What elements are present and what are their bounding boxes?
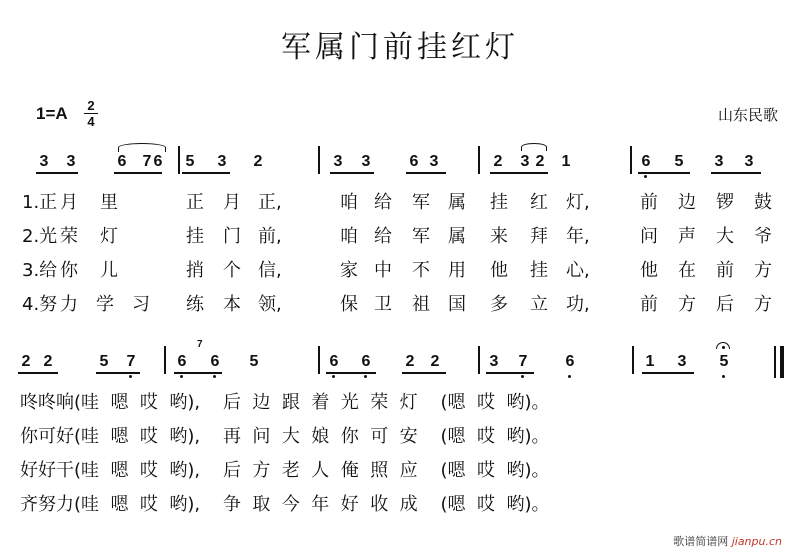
beam-10	[711, 172, 761, 174]
beam-3	[150, 172, 162, 174]
lyric-v2-16: 大	[716, 226, 734, 247]
lyric-v3-5: 个	[223, 260, 241, 281]
lyric-v3-13: 心,	[566, 260, 590, 281]
lyric-v1-3: 里	[100, 192, 118, 213]
lyric-v4-11: 国	[448, 294, 466, 315]
lyric-v1-15: 边	[678, 192, 696, 213]
note-4: 7	[142, 153, 152, 170]
lyric-v4-9: 卫	[374, 294, 392, 315]
note-s2-15: 1	[645, 353, 655, 370]
lyric-v1-10: 属	[448, 192, 466, 213]
beam-s2-4	[326, 372, 376, 374]
lyric-v4-18: 方	[754, 294, 772, 315]
fermata-dot	[722, 346, 725, 349]
lyric-v1-13: 灯,	[566, 192, 590, 213]
lyric-v1-16: 锣	[716, 192, 734, 213]
low-octave-dot-s2-2	[180, 375, 183, 378]
meter-bottom: 4	[87, 114, 95, 129]
note-13: 2	[493, 153, 503, 170]
meter-top: 2	[87, 98, 95, 113]
lyric-s2-v3: 好好干(哇 嗯 哎 哟), 后 方 老 人 俺 照 应 (嗯 哎 哟)。	[20, 460, 550, 481]
note-s2-16: 3	[677, 353, 687, 370]
note-19: 3	[714, 153, 724, 170]
lyric-v3-15: 在	[678, 260, 696, 281]
lyric-v2-15: 声	[678, 226, 696, 247]
note-s2-7: 5	[249, 353, 259, 370]
lyric-s2-v4: 齐努力(哇 嗯 哎 哟), 争 取 今 年 好 收 成 (嗯 哎 哟)。	[20, 494, 550, 515]
watermark-domain: jianpu.cn	[731, 535, 782, 548]
lyric-v3-2: 你	[60, 260, 78, 281]
lyric-v1-5: 月	[223, 192, 241, 213]
lyric-v3-8: 中	[374, 260, 392, 281]
note-s2-10: 2	[405, 353, 415, 370]
note-8: 2	[253, 153, 263, 170]
note-6: 5	[185, 153, 195, 170]
note-16: 1	[561, 153, 571, 170]
lyric-v1-11: 挂	[490, 192, 508, 213]
beam-s2-6	[486, 372, 534, 374]
lyric-v3-6: 信,	[258, 260, 282, 281]
bar-line-s2-2	[318, 346, 320, 374]
lyric-v3-17: 方	[754, 260, 772, 281]
lyric-v2-1: 2.光	[22, 226, 58, 247]
beam-s2-1	[18, 372, 58, 374]
slur-1	[118, 143, 166, 152]
lyric-v4-6: 本	[223, 294, 241, 315]
bar-line-4	[630, 146, 632, 174]
lyric-v4-8: 保	[340, 294, 358, 315]
note-12: 3	[429, 153, 439, 170]
beam-4	[182, 172, 230, 174]
note-3: 6	[117, 153, 127, 170]
note-s2-17: 5	[719, 353, 729, 370]
note-s2-2: 2	[43, 353, 53, 370]
note-s2-14: 6	[565, 353, 575, 370]
lyric-v2-8: 给	[374, 226, 392, 247]
beam-8	[532, 172, 548, 174]
note-9: 3	[333, 153, 343, 170]
lyric-v4-5: 练	[186, 294, 204, 315]
note-5: 6	[153, 153, 163, 170]
lyric-v2-14: 问	[640, 226, 658, 247]
beam-6	[406, 172, 446, 174]
note-18: 5	[674, 153, 684, 170]
lyric-v3-10: 用	[448, 260, 466, 281]
lyric-v2-2: 荣	[60, 226, 78, 247]
lyric-v3-4: 捎	[186, 260, 204, 281]
note-s2-8: 6	[329, 353, 339, 370]
low-octave-dot-s2-1	[129, 375, 132, 378]
lyric-v1-1: 1.正	[22, 192, 58, 213]
note-s2-5: 6	[177, 353, 187, 370]
lyric-v1-7: 咱	[340, 192, 358, 213]
lyric-v4-15: 前	[640, 294, 658, 315]
lyric-v4-2: 力	[60, 294, 78, 315]
lyric-v4-12: 多	[490, 294, 508, 315]
beam-5	[330, 172, 374, 174]
lyric-v2-10: 属	[448, 226, 466, 247]
low-octave-dot-s2-5	[364, 375, 367, 378]
beam-s2-7	[642, 372, 694, 374]
bar-line-2	[318, 146, 320, 174]
bar-line-s2-1	[164, 346, 166, 374]
note-s2-12: 3	[489, 353, 499, 370]
lyric-v3-12: 挂	[530, 260, 548, 281]
lyric-v4-4: 习	[132, 294, 150, 315]
lyric-v2-7: 咱	[340, 226, 358, 247]
lyric-v1-2: 月	[60, 192, 78, 213]
lyric-v2-11: 来	[490, 226, 508, 247]
note-14: 3	[520, 153, 530, 170]
final-thin-bar	[774, 346, 776, 378]
low-octave-dot-s2-3	[213, 375, 216, 378]
slur-2	[521, 143, 547, 151]
lyric-v1-12: 红	[530, 192, 548, 213]
note-s2-11: 2	[430, 353, 440, 370]
low-octave-dot-s2-6	[521, 375, 524, 378]
key-signature: 1=A	[36, 104, 68, 123]
grace-note: 7	[197, 339, 203, 350]
bar-line-s2-3	[478, 346, 480, 374]
note-s2-4: 7	[126, 353, 136, 370]
page-title: 军属门前挂红灯	[281, 30, 519, 65]
lyric-v4-7: 领,	[258, 294, 282, 315]
lyric-v4-14: 功,	[566, 294, 590, 315]
note-17: 6	[641, 153, 651, 170]
beam-1	[36, 172, 78, 174]
lyric-v1-9: 军	[412, 192, 430, 213]
note-s2-9: 6	[361, 353, 371, 370]
lyric-v2-3: 灯	[100, 226, 118, 247]
lyric-v3-14: 他	[640, 260, 658, 281]
note-2: 3	[66, 153, 76, 170]
note-s2-6: 6	[210, 353, 220, 370]
lyric-v4-10: 祖	[412, 294, 430, 315]
lyric-s2-v2: 你可好(哇 嗯 哎 哟), 再 问 大 娘 你 可 安 (嗯 哎 哟)。	[20, 426, 550, 447]
lyric-v1-6: 正,	[258, 192, 282, 213]
low-octave-dot-1	[644, 175, 647, 178]
note-s2-3: 5	[99, 353, 109, 370]
note-20: 3	[744, 153, 754, 170]
lyric-v2-5: 门	[223, 226, 241, 247]
song-origin: 山东民歌	[717, 106, 778, 124]
note-11: 6	[409, 153, 419, 170]
lyric-v1-17: 鼓	[754, 192, 772, 213]
beam-s2-2	[96, 372, 140, 374]
lyric-v1-8: 给	[374, 192, 392, 213]
beam-s2-3	[174, 372, 222, 374]
low-octave-dot-s2-7	[568, 375, 571, 378]
bar-line-s2-4	[632, 346, 634, 374]
lyric-v1-4: 正	[186, 192, 204, 213]
lyric-v3-16: 前	[716, 260, 734, 281]
lyric-s2-v1: 咚咚响(哇 嗯 哎 哟), 后 边 跟 着 光 荣 灯 (嗯 哎 哟)。	[20, 392, 550, 413]
lyric-v4-16: 方	[678, 294, 696, 315]
lyric-v2-13: 年,	[566, 226, 590, 247]
lyric-v4-17: 后	[716, 294, 734, 315]
watermark	[673, 533, 782, 549]
bar-line-3	[478, 146, 480, 174]
lyric-v1-14: 前	[640, 192, 658, 213]
final-thick-bar	[780, 346, 784, 378]
lyric-v3-11: 他	[490, 260, 508, 281]
lyric-v4-13: 立	[530, 294, 548, 315]
beam-s2-5	[402, 372, 446, 374]
lyric-v3-7: 家	[340, 260, 358, 281]
note-10: 3	[361, 153, 371, 170]
note-s2-1: 2	[21, 353, 31, 370]
bar-line-1	[178, 146, 180, 174]
low-octave-dot-s2-4	[332, 375, 335, 378]
lyric-v2-9: 军	[412, 226, 430, 247]
note-7: 3	[217, 153, 227, 170]
lyric-v2-4: 挂	[186, 226, 204, 247]
lyric-v2-17: 爷	[754, 226, 772, 247]
lyric-v4-1: 4.努	[22, 294, 58, 315]
time-signature	[84, 99, 98, 128]
lyric-v3-9: 不	[412, 260, 430, 281]
note-s2-13: 7	[518, 353, 528, 370]
note-15: 2	[535, 153, 545, 170]
watermark-text: 歌谱简谱网	[673, 535, 729, 548]
low-octave-dot-s2-8	[722, 375, 725, 378]
lyric-v2-12: 拜	[530, 226, 548, 247]
note-1: 3	[39, 153, 49, 170]
lyric-v2-6: 前,	[258, 226, 282, 247]
lyric-v3-1: 3.给	[22, 260, 58, 281]
beam-9	[638, 172, 690, 174]
lyric-v4-3: 学	[96, 294, 114, 315]
lyric-v3-3: 儿	[100, 260, 118, 281]
